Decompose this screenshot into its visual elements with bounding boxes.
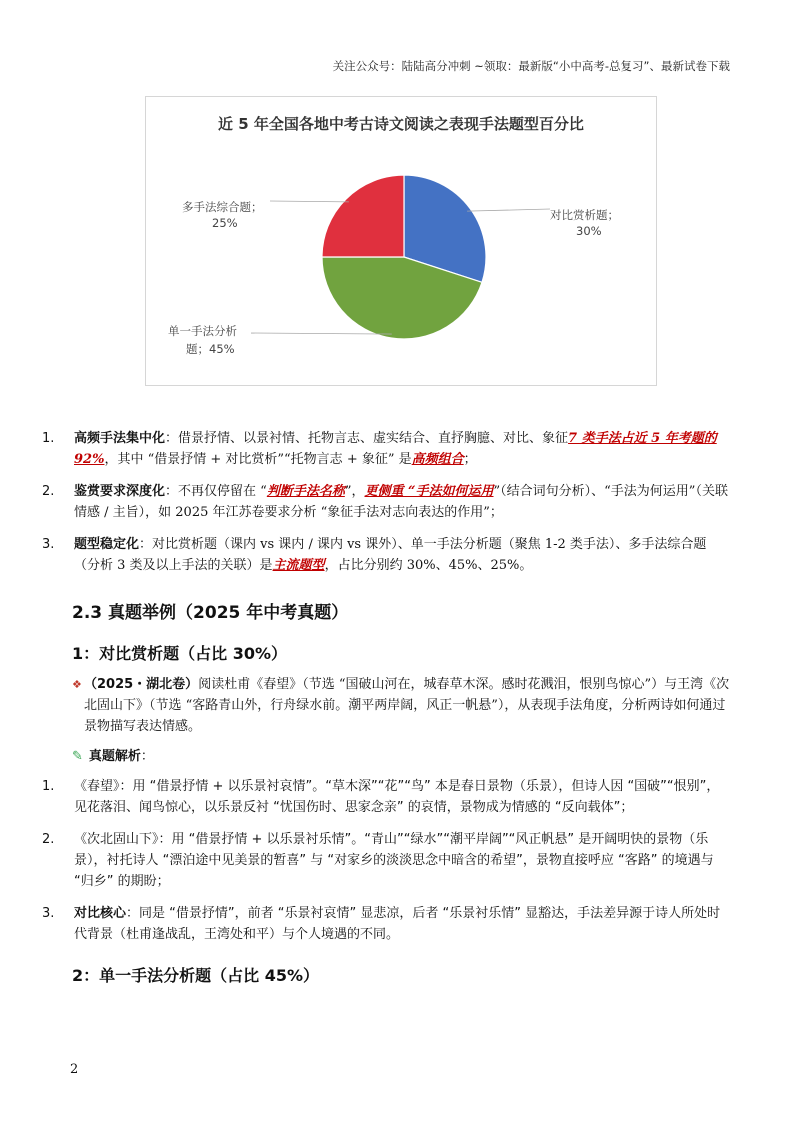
- point-text: ”（结合词句分析）、“手法为何运用”（关联情感 / 主旨），如 2025 年江苏卷要求分析 “象征手法对志向表达的作用”；: [74, 484, 728, 520]
- point-emphasis: 更侧重 “手法如何运用: [364, 484, 494, 499]
- pie-slice-3: [322, 175, 404, 257]
- analysis-text: ：同是 “借景抒情”，前者 “乐景衬哀情” 显悲凉，后者 “乐景衬乐情” 显豁达，手法差异源于诗人所处时代背景（杜甫逢战乱，王湾处和平）与个人境遇的不同。: [74, 906, 721, 942]
- slice-label-3-line1: 多手法综合题；: [182, 200, 263, 214]
- analysis-item-2: [42, 829, 732, 892]
- point-number: 3.: [42, 537, 55, 552]
- analysis-title: 《次北固山下》: [74, 832, 159, 847]
- slice-label-1-line2: 30%: [576, 224, 602, 238]
- point-emphasis: 主流题型: [272, 558, 325, 573]
- point-text: ，占比分别约 30%、45%、25%。: [324, 558, 533, 573]
- point-text: ，其中 “借景抒情 + 对比赏析”“托物言志 + 象征” 是: [104, 452, 412, 467]
- subsection-title-1: 1：对比赏析题（占比 30%）: [72, 644, 288, 663]
- analysis-title: 《春望》: [74, 779, 120, 794]
- slice-label-2-line1: 单一手法分析: [168, 324, 237, 338]
- analysis-heading: [42, 745, 732, 764]
- page-number: 2: [70, 1062, 79, 1077]
- point-title: 高频手法集中化: [74, 431, 166, 446]
- point-sep: ：: [139, 537, 153, 552]
- question-source: （2025・湖北卷）: [84, 677, 199, 692]
- analysis-label: 真题解析: [88, 749, 141, 764]
- exam-question: [42, 674, 732, 737]
- slice-label-2-line2: 题；45%: [186, 342, 235, 356]
- point-text: ；: [463, 452, 477, 467]
- point-2: [42, 481, 732, 523]
- main-content: [42, 428, 732, 996]
- point-text: 借景抒情、以景衬情、托物言志、虚实结合、直抒胸臆、对比、象征: [178, 431, 569, 446]
- subsection-title-2: 2：单一手法分析题（占比 45%）: [72, 966, 320, 985]
- analysis-item-3: [42, 903, 732, 945]
- slice-label-1-line1: 对比赏析题；: [550, 208, 619, 222]
- chart-title: 近 5 年全国各地中考古诗文阅读之表现手法题型百分比: [218, 115, 584, 133]
- pie-chart-svg: [146, 97, 656, 385]
- leader-line-2: [251, 333, 392, 334]
- leader-line-1: [467, 209, 550, 211]
- slice-label-3-line2: 25%: [212, 216, 238, 230]
- point-emphasis: 高频组合: [411, 452, 464, 467]
- section-title: 2.3 真题举例（2025 年中考真题）: [72, 603, 349, 623]
- point-3: [42, 534, 732, 576]
- point-number: 1.: [42, 431, 55, 446]
- analysis-number: 2.: [42, 832, 55, 847]
- question-text: 阅读杜甫《春望》（节选 “国破山河在，城春草木深。感时花溅泪，恨别鸟惊心”）与王湾《次北固山下》（节选 “客路青山外，行舟绿水前。潮平两岸阔，风正一帆悬”），从表现手法角度，分析两诗如何通过景物描写表达情感。: [84, 677, 730, 734]
- analysis-text: ：用 “借景抒情 + 以乐景衬哀情”。“草木深”“花”“鸟” 本是春日景物（乐景），但诗人因 “国破”“恨别”，见花落泪、闻鸟惊心，以乐景反衬 “忧国伤时、思家念亲” 的哀情，景物成为情感的 “反向载体”；: [74, 779, 720, 815]
- point-sep: ：: [165, 431, 179, 446]
- point-emphasis: 判断手法名称: [266, 484, 345, 499]
- diamond-bullet-icon: ❖: [72, 678, 82, 691]
- analysis-text: ：用 “借景抒情 + 以乐景衬乐情”。“青山”“绿水”“潮平岸阔”“风正帆悬” 是开阔明快的景物（乐景），衬托诗人 “漂泊途中见美景的暂喜” 与 “对家乡的淡淡思念中暗含的希望”，景物直接呼应 “客路” 的境遇与 “归乡” 的期盼；: [74, 832, 714, 889]
- point-emphasis: 7 类手法占近 5 年考题的 92%: [74, 431, 717, 467]
- point-text: 对比赏析题（课内 vs 课内 / 课内 vs 课外）、单一手法分析题（聚焦 1-2 类手法）、多手法综合题（分析 3 类及以上手法的关联）是: [74, 537, 707, 573]
- point-title: 题型稳定化: [74, 537, 140, 552]
- analysis-title: 对比核心: [74, 906, 127, 921]
- header-note: 关注公众号：陆陆高分冲刺 ~领取：最新版“小中高考-总复习”、最新试卷下载: [332, 59, 730, 73]
- leader-line-3: [270, 201, 349, 202]
- pencil-icon: ✎: [72, 749, 83, 764]
- point-sep: ：: [165, 484, 179, 499]
- pie-chart: [145, 96, 657, 386]
- analysis-number: 1.: [42, 779, 55, 794]
- point-number: 2.: [42, 484, 55, 499]
- point-text: 不再仅停留在 “: [178, 484, 267, 499]
- point-1: [42, 428, 732, 470]
- analysis-number: 3.: [42, 906, 55, 921]
- analysis-item-1: [42, 776, 732, 818]
- point-title: 鉴赏要求深度化: [74, 484, 166, 499]
- point-text: ”，: [344, 484, 365, 499]
- analysis-colon: ：: [140, 749, 154, 764]
